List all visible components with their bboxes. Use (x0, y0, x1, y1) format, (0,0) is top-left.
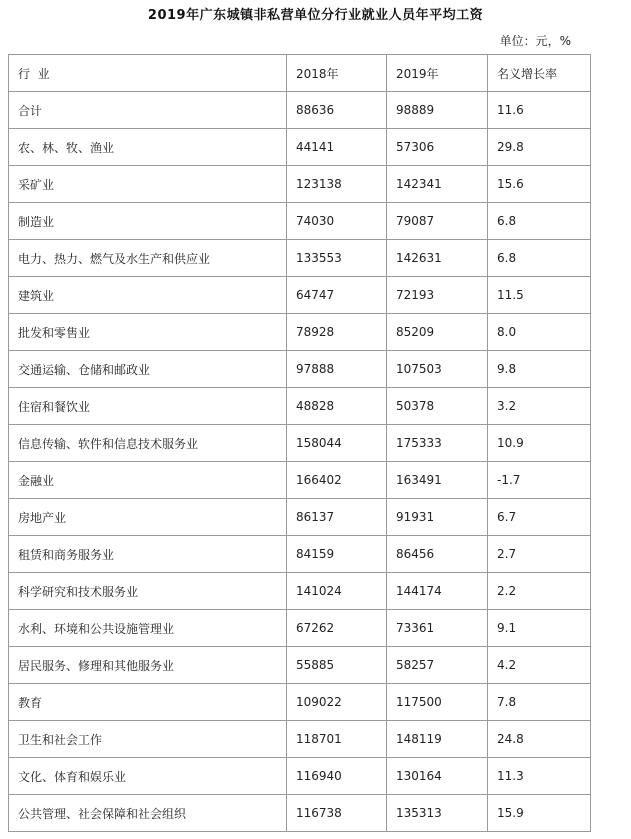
wage-2018-cell: 158044 (287, 425, 387, 462)
table-row (9, 647, 591, 684)
wage-2019-cell: 142631 (387, 240, 488, 277)
table-row (9, 721, 591, 758)
wage-2019-cell: 142341 (387, 166, 488, 203)
table-row (9, 795, 591, 832)
wage-2019-cell: 58257 (387, 647, 488, 684)
page-title: 2019年广东城镇非私营单位分行业就业人员年平均工资 (147, 8, 484, 23)
growth-rate-cell: -1.7 (488, 462, 591, 499)
wage-2018-cell: 44141 (287, 129, 387, 166)
wage-2019-cell: 148119 (387, 721, 488, 758)
header-2019: 2019年 (387, 55, 488, 92)
table-row (9, 314, 591, 351)
industry-cell: 公共管理、社会保障和社会组织 (9, 795, 287, 832)
industry-cell: 金融业 (9, 462, 287, 499)
wage-2019-cell: 79087 (387, 203, 488, 240)
table-row (9, 129, 591, 166)
wage-2019-cell: 85209 (387, 314, 488, 351)
growth-rate-cell: 9.1 (488, 610, 591, 647)
wage-2018-cell: 55885 (287, 647, 387, 684)
wage-2019-cell: 50378 (387, 388, 488, 425)
table-header-row (9, 55, 591, 92)
industry-cell: 建筑业 (9, 277, 287, 314)
table-row (9, 610, 591, 647)
growth-rate-cell: 3.2 (488, 388, 591, 425)
growth-rate-cell: 4.2 (488, 647, 591, 684)
growth-rate-cell: 11.3 (488, 758, 591, 795)
table-row (9, 425, 591, 462)
growth-rate-cell: 9.8 (488, 351, 591, 388)
wage-2019-cell: 130164 (387, 758, 488, 795)
growth-rate-cell: 2.7 (488, 536, 591, 573)
growth-rate-cell: 7.8 (488, 684, 591, 721)
wage-2018-cell: 74030 (287, 203, 387, 240)
wage-2019-cell: 73361 (387, 610, 488, 647)
table-row (9, 240, 591, 277)
wage-2018-cell: 123138 (287, 166, 387, 203)
industry-cell: 采矿业 (9, 166, 287, 203)
industry-cell: 居民服务、修理和其他服务业 (9, 647, 287, 684)
industry-cell: 交通运输、仓储和邮政业 (9, 351, 287, 388)
wage-2018-cell: 48828 (287, 388, 387, 425)
industry-cell: 制造业 (9, 203, 287, 240)
wage-2019-cell: 163491 (387, 462, 488, 499)
industry-cell: 文化、体育和娱乐业 (9, 758, 287, 795)
table-row (9, 166, 591, 203)
industry-cell: 信息传输、软件和信息技术服务业 (9, 425, 287, 462)
table-row (9, 277, 591, 314)
industry-cell: 卫生和社会工作 (9, 721, 287, 758)
wage-2019-cell: 175333 (387, 425, 488, 462)
table-row (9, 388, 591, 425)
unit-note: 单位：元，% (499, 34, 571, 48)
wage-2019-cell: 135313 (387, 795, 488, 832)
wage-2019-cell: 86456 (387, 536, 488, 573)
growth-rate-cell: 11.6 (488, 92, 591, 129)
wage-2018-cell: 133553 (287, 240, 387, 277)
industry-cell: 水利、环境和公共设施管理业 (9, 610, 287, 647)
industry-cell: 农、林、牧、渔业 (9, 129, 287, 166)
table-row (9, 684, 591, 721)
industry-cell: 教育 (9, 684, 287, 721)
growth-rate-cell: 24.8 (488, 721, 591, 758)
table-row (9, 573, 591, 610)
wage-2019-cell: 91931 (387, 499, 488, 536)
growth-rate-cell: 2.2 (488, 573, 591, 610)
wage-2018-cell: 97888 (287, 351, 387, 388)
industry-cell: 房地产业 (9, 499, 287, 536)
table-row (9, 758, 591, 795)
table-row (9, 351, 591, 388)
table-body (9, 92, 591, 832)
wage-2019-cell: 72193 (387, 277, 488, 314)
wage-2018-cell: 67262 (287, 610, 387, 647)
wage-2018-cell: 78928 (287, 314, 387, 351)
industry-cell: 租赁和商务服务业 (9, 536, 287, 573)
wage-2019-cell: 144174 (387, 573, 488, 610)
wage-2018-cell: 118701 (287, 721, 387, 758)
industry-cell: 合计 (9, 92, 287, 129)
wage-table (8, 54, 591, 832)
wage-2018-cell: 88636 (287, 92, 387, 129)
growth-rate-cell: 8.0 (488, 314, 591, 351)
wage-2018-cell: 166402 (287, 462, 387, 499)
wage-2018-cell: 116738 (287, 795, 387, 832)
table-row (9, 499, 591, 536)
table-row (9, 203, 591, 240)
wage-2018-cell: 86137 (287, 499, 387, 536)
growth-rate-cell: 15.6 (488, 166, 591, 203)
growth-rate-cell: 6.7 (488, 499, 591, 536)
wage-2018-cell: 84159 (287, 536, 387, 573)
wage-2018-cell: 64747 (287, 277, 387, 314)
wage-2019-cell: 107503 (387, 351, 488, 388)
wage-2018-cell: 109022 (287, 684, 387, 721)
wage-2018-cell: 141024 (287, 573, 387, 610)
table-row (9, 92, 591, 129)
header-2018: 2018年 (287, 55, 387, 92)
industry-cell: 批发和零售业 (9, 314, 287, 351)
growth-rate-cell: 29.8 (488, 129, 591, 166)
header-industry: 行 业 (9, 55, 287, 92)
industry-cell: 科学研究和技术服务业 (9, 573, 287, 610)
header-growth-rate: 名义增长率 (488, 55, 591, 92)
industry-cell: 住宿和餐饮业 (9, 388, 287, 425)
wage-2019-cell: 57306 (387, 129, 488, 166)
table-row (9, 462, 591, 499)
growth-rate-cell: 15.9 (488, 795, 591, 832)
growth-rate-cell: 11.5 (488, 277, 591, 314)
industry-cell: 电力、热力、燃气及水生产和供应业 (9, 240, 287, 277)
wage-2018-cell: 116940 (287, 758, 387, 795)
wage-2019-cell: 117500 (387, 684, 488, 721)
wage-2019-cell: 98889 (387, 92, 488, 129)
growth-rate-cell: 6.8 (488, 240, 591, 277)
growth-rate-cell: 6.8 (488, 203, 591, 240)
growth-rate-cell: 10.9 (488, 425, 591, 462)
table-row (9, 536, 591, 573)
